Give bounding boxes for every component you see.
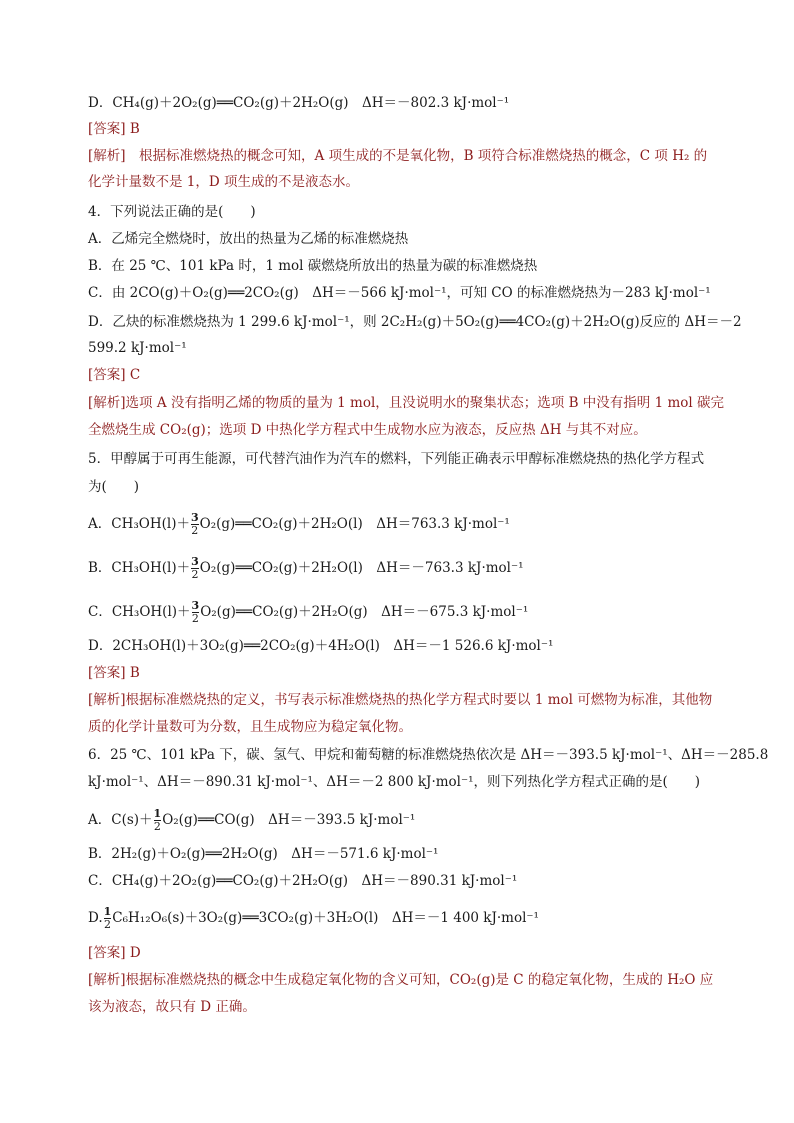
q4-stem: 4．下列说法正确的是( ) xyxy=(88,204,256,220)
fraction-numerator: 3 xyxy=(191,555,199,568)
answer-prev: [答案] B xyxy=(88,121,140,137)
q6-explanation-line2: 该为液态，故只有 D 正确。 xyxy=(88,999,256,1015)
q4-option-d-line2: 599.2 kJ·mol⁻¹ xyxy=(88,340,187,356)
fraction-numerator: 3 xyxy=(191,599,200,612)
fraction-one-half xyxy=(104,906,112,931)
q4-explanation-line1: [解析]选项 A 没有指明乙烯的物质的量为 1 mol，且没说明水的聚集状态；选项 B 中没有指明 1 mol 碳完 xyxy=(88,395,724,411)
q6-option-a-suffix: O₂(g)══CO(g) ΔH＝－393.5 kJ·mol⁻¹ xyxy=(162,812,416,828)
q6-explanation-line1: [解析]根据标准燃烧热的概念中生成稳定氧化物的含义可知，CO₂(g)是 C 的稳定氧化物，生成的 H₂O 应 xyxy=(88,972,714,988)
q5-option-c-suffix: O₂(g)══CO₂(g)＋2H₂O(g) ΔH＝－675.3 kJ·mol⁻¹ xyxy=(200,604,529,620)
fraction-denominator: 2 xyxy=(191,524,199,537)
q4-explanation-line2: 全燃烧生成 CO₂(g)；选项 D 中热化学方程式中生成物水应为液态，反应热 ΔH 与其不对应。 xyxy=(88,422,647,438)
q6-option-d-prefix: D. xyxy=(88,910,103,926)
q6-stem-line1: 6．25 ℃、101 kPa 下，碳、氢气、甲烷和葡萄糖的标准燃烧热依次是 ΔH＝－393.5 kJ·mol⁻¹、ΔH＝－285.8 xyxy=(88,747,769,763)
q4-answer: [答案] C xyxy=(88,367,141,383)
option-d-prev: D．CH₄(g)＋2O₂(g)══CO₂(g)＋2H₂O(g) ΔH＝－802.3 kJ·mol⁻¹ xyxy=(88,95,510,111)
q5-answer: [答案] B xyxy=(88,665,140,681)
q6-option-c: C．CH₄(g)＋2O₂(g)══CO₂(g)＋2H₂O(g) ΔH＝－890.31 kJ·mol⁻¹ xyxy=(88,873,518,889)
fraction-denominator: 2 xyxy=(103,918,111,931)
fraction-three-halves xyxy=(192,600,200,625)
q6-option-a-prefix: A．C(s)＋ xyxy=(88,812,153,828)
explanation-prev-line1: [解析] 根据标准燃烧热的概念可知，A 项生成的不是氧化物，B 项符合标准燃烧热的概念，C 项 H₂ 的 xyxy=(88,148,708,164)
q6-option-b: B．2H₂(g)＋O₂(g)══2H₂O(g) ΔH＝－571.6 kJ·mol⁻¹ xyxy=(88,846,439,862)
q5-option-a xyxy=(88,512,510,537)
q4-option-c: C．由 2CO(g)＋O₂(g)══2CO₂(g) ΔH＝－566 kJ·mol⁻¹，可知 CO 的标准燃烧热为－283 kJ·mol⁻¹ xyxy=(88,285,711,301)
q6-option-a xyxy=(88,808,415,833)
q4-option-d-line1: D．乙炔的标准燃烧热为 1 299.6 kJ·mol⁻¹，则 2C₂H₂(g)＋5O₂(g)══4CO₂(g)＋2H₂O(g)反应的 ΔH＝－2 xyxy=(88,314,742,330)
q6-option-d xyxy=(88,906,539,931)
q5-option-c-prefix: C．CH₃OH(l)＋ xyxy=(88,604,191,620)
q5-option-b xyxy=(88,556,524,581)
fraction-three-halves xyxy=(191,512,199,537)
fraction-denominator: 2 xyxy=(191,612,199,625)
fraction-three-halves xyxy=(191,556,199,581)
q5-explanation-line1: [解析]根据标准燃烧热的定义，书写表示标准燃烧热的热化学方程式时要以 1 mol 可燃物为标准，其他物 xyxy=(88,692,713,708)
fraction-numerator: 3 xyxy=(190,511,199,524)
fraction-denominator: 2 xyxy=(191,568,199,581)
q6-stem-line2: kJ·mol⁻¹、ΔH＝－890.31 kJ·mol⁻¹、ΔH＝－2 800 kJ·mol⁻¹，则下列热化学方程式正确的是( ) xyxy=(88,774,701,790)
fraction-one-half xyxy=(154,808,162,833)
q6-answer: [答案] D xyxy=(88,945,141,961)
q5-explanation-line2: 质的化学计量数可为分数，且生成物应为稳定氧化物。 xyxy=(88,719,412,735)
fraction-numerator: 1 xyxy=(103,905,112,918)
q4-option-b: B．在 25 ℃、101 kPa 时，1 mol 碳燃烧所放出的热量为碳的标准燃烧热 xyxy=(88,258,538,274)
q5-option-a-suffix: O₂(g)══CO₂(g)＋2H₂O(l) ΔH＝763.3 kJ·mol⁻¹ xyxy=(199,516,510,532)
q6-option-d-suffix: C₆H₁₂O₆(s)＋3O₂(g)══3CO₂(g)＋3H₂O(l) ΔH＝－1 400 kJ·mol⁻¹ xyxy=(112,910,539,926)
q5-option-d: D．2CH₃OH(l)＋3O₂(g)══2CO₂(g)＋4H₂O(l) ΔH＝－1 526.6 kJ·mol⁻¹ xyxy=(88,638,554,654)
q4-option-a: A．乙烯完全燃烧时，放出的热量为乙烯的标准燃烧热 xyxy=(88,231,409,247)
q5-option-b-suffix: O₂(g)══CO₂(g)＋2H₂O(l) ΔH＝－763.3 kJ·mol⁻¹ xyxy=(199,560,524,576)
q5-option-b-prefix: B．CH₃OH(l)＋ xyxy=(88,560,191,576)
explanation-prev-line2: 化学计量数不是 1，D 项生成的不是液态水。 xyxy=(88,174,359,190)
q5-stem-line2: 为( ) xyxy=(88,479,140,495)
q5-option-a-prefix: A．CH₃OH(l)＋ xyxy=(88,516,190,532)
fraction-numerator: 1 xyxy=(153,807,162,820)
q5-stem-line1: 5．甲醇属于可再生能源，可代替汽油作为汽车的燃料，下列能正确表示甲醇标准燃烧热的热化学方程式 xyxy=(88,451,705,467)
fraction-denominator: 2 xyxy=(153,820,161,833)
q5-option-c xyxy=(88,600,528,625)
